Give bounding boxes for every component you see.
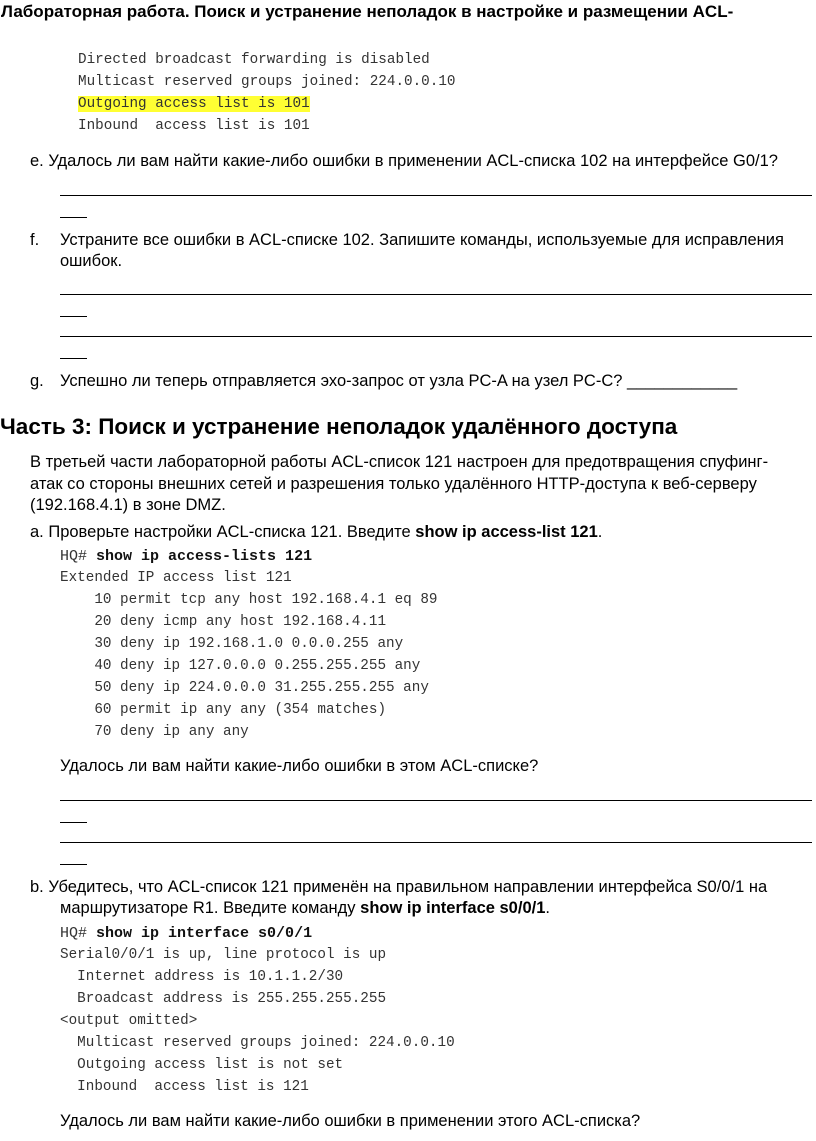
cli-prompt: HQ# xyxy=(60,548,88,565)
intro-line: В третьей части лабораторной работы ACL-список 121 настроен для предотвращения спуфинг- xyxy=(30,453,769,471)
answer-line-tail xyxy=(60,358,87,359)
answer-line[interactable] xyxy=(60,336,812,337)
step-a-command: show ip access-list 121 xyxy=(415,523,598,541)
answer-line-tail xyxy=(60,864,87,865)
code-line: Directed broadcast forwarding is disabled xyxy=(78,52,430,68)
cli-command-b xyxy=(60,925,312,942)
question-g-text: Успешно ли теперь отправляется эхо-запрос от узла PC-A на узел PC-C? ____________ xyxy=(60,372,738,390)
question-f-line1: Устраните все ошибки в ACL-списке 102. Запишите команды, используемые для исправления xyxy=(60,231,784,249)
output-line: 50 deny ip 224.0.0.0 31.255.255.255 any xyxy=(60,680,429,696)
answer-line-tail xyxy=(60,822,87,823)
output-line: Outgoing access list is not set xyxy=(60,1057,344,1073)
question-f-line2: ошибок. xyxy=(60,252,123,270)
cli-input: show ip access-lists 121 xyxy=(96,548,313,565)
question-f-letter: f. xyxy=(30,231,40,249)
intro-line: (192.168.4.1) в зоне DMZ. xyxy=(30,496,226,514)
cli-command-a xyxy=(60,548,312,565)
cli-input: show ip interface s0/0/1 xyxy=(96,925,313,942)
step-b-line2 xyxy=(60,897,550,919)
answer-line-tail xyxy=(60,217,87,218)
section-heading: Часть 3: Поиск и устранение неполадок удалённого доступа xyxy=(0,414,678,439)
output-line: 60 permit ip any any (354 matches) xyxy=(60,702,387,718)
step-a-suffix: . xyxy=(597,523,603,541)
step-b-command: show ip interface s0/0/1 xyxy=(360,899,546,917)
step-b-question: Удалось ли вам найти какие-либо ошибки в применении этого ACL-списка? xyxy=(60,1112,641,1130)
output-line: Internet address is 10.1.1.2/30 xyxy=(60,969,344,985)
output-line: 20 deny icmp any host 192.168.4.11 xyxy=(60,614,387,630)
answer-line[interactable] xyxy=(60,294,812,295)
step-b-text: маршрутизаторе R1. Введите команду xyxy=(60,899,361,917)
answer-line[interactable] xyxy=(60,800,812,801)
answer-line-tail xyxy=(60,316,87,317)
output-line: Inbound access list is 121 xyxy=(60,1079,309,1095)
step-b-line1: b. Убедитесь, что ACL-список 121 применён на правильном направлении интерфейса S0/0/1 на xyxy=(30,878,768,896)
page-header: Лабораторная работа. Поиск и устранение неполадок в настройке и размещении ACL- xyxy=(1,2,734,21)
question-e xyxy=(30,150,778,172)
answer-line[interactable] xyxy=(60,842,812,843)
code-line: Inbound access list is 101 xyxy=(78,118,310,134)
output-line: Broadcast address is 255.255.255.255 xyxy=(60,991,387,1007)
question-letter: e. xyxy=(30,152,44,170)
step-a-question: Удалось ли вам найти какие-либо ошибки в этом ACL-списке? xyxy=(60,757,539,775)
answer-line[interactable] xyxy=(60,195,812,196)
code-line: Multicast reserved groups joined: 224.0.0.10 xyxy=(78,74,456,90)
output-line: Multicast reserved groups joined: 224.0.0.10 xyxy=(60,1035,455,1051)
intro-line: атак со стороны внешних сетей и разрешения только удалённого HTTP-доступа к веб-серверу xyxy=(30,475,757,493)
output-line: <output omitted> xyxy=(60,1013,198,1029)
output-line: 10 permit tcp any host 192.168.4.1 eq 89 xyxy=(60,592,438,608)
step-a-text: a. Проверьте настройки ACL-списка 121. Введите xyxy=(30,523,416,541)
question-g-letter: g. xyxy=(30,372,44,390)
output-line: 70 deny ip any any xyxy=(60,724,249,740)
output-line: 30 deny ip 192.168.1.0 0.0.0.255 any xyxy=(60,636,404,652)
step-b-suffix: . xyxy=(545,899,550,917)
output-line: Serial0/0/1 is up, line protocol is up xyxy=(60,947,387,963)
cli-prompt: HQ# xyxy=(60,925,88,942)
code-line-highlighted: Outgoing access list is 101 xyxy=(78,96,310,112)
step-a xyxy=(30,521,602,543)
output-line: Extended IP access list 121 xyxy=(60,570,292,586)
output-line: 40 deny ip 127.0.0.0 0.255.255.255 any xyxy=(60,658,421,674)
question-text: Удалось ли вам найти какие-либо ошибки в применении ACL-списка 102 на интерфейсе G0/1? xyxy=(48,152,778,170)
